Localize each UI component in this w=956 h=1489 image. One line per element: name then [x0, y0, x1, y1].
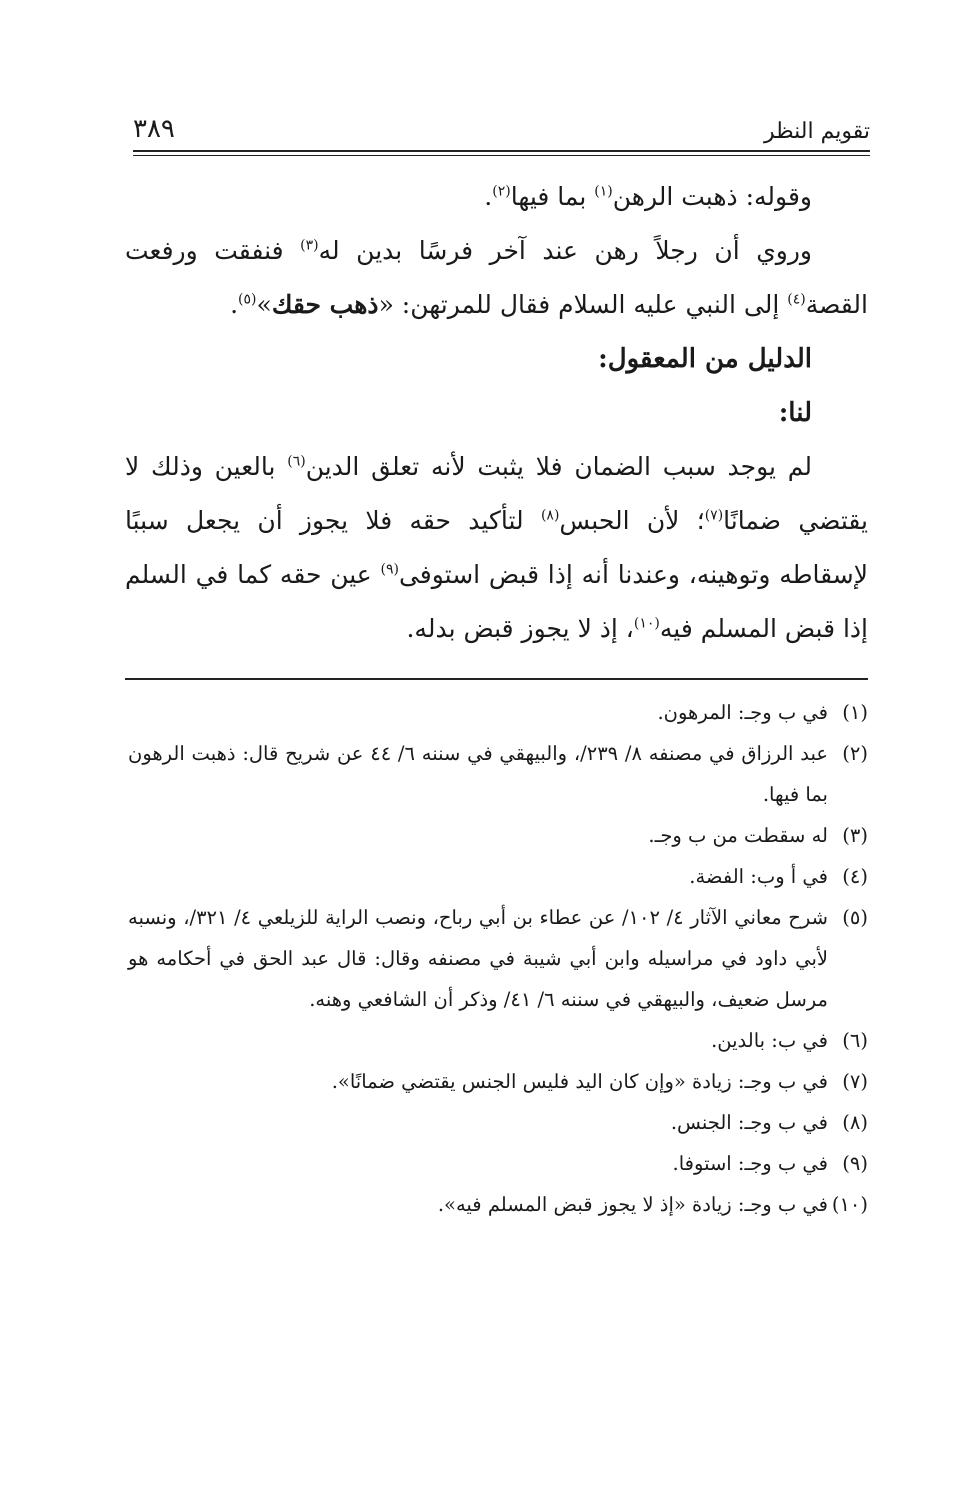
footnote-number: (١٠) — [831, 1193, 868, 1216]
footnote-ref: (٥) — [238, 291, 257, 308]
footnote-ref: (١٠) — [633, 615, 660, 632]
footnote-text: في ب وجـ: زيادة «إذ لا يجوز قبض المسلم فيه». — [437, 1193, 828, 1216]
hadith-quote: ذهب حقك — [271, 290, 379, 319]
page-header — [133, 100, 870, 144]
footnote-text: في ب: بالدين. — [711, 1029, 828, 1052]
footnote-text: له سقطت من ب وجـ. — [648, 824, 828, 847]
footnote-number: (٨) — [842, 1111, 868, 1134]
footnote-ref: (٢) — [492, 183, 511, 200]
footnote-text: في ب وجـ: زيادة «وإن كان اليد فليس الجنس يقتضي ضمانًا». — [331, 1070, 828, 1093]
footnote-text: شرح معاني الآثار ٤/ ١٠٢/ عن عطاء بن أبي رباح، ونصب الراية للزيلعي ٤/ ٣٢١/، ونسبه لأبي داود في مراسيله وابن أبي شيبة في مصنفه وقال: قال عبد الحق في أحكامه هو مرسل ضعيف، والبيهقي في سننه ٦/ ٤١/ وذكر أن الشافعي وهنه. — [128, 906, 828, 1011]
footnote-text: في أ وب: الفضة. — [689, 865, 828, 888]
footnote — [128, 856, 868, 897]
footnote-ref: (٧) — [704, 507, 724, 524]
footnote-ref: (٩) — [380, 561, 399, 578]
footnote — [128, 897, 868, 1020]
paragraph-3: لم يوجد سبب الضمان فلا يثبت لأنه تعلق الدين$^{(٦)}$ بالعين وذلك لا يقتضي ضمانًا$^{(٧)}$؛ لأن الحبس$^{(٨)}$ لتأكيد حقه فلا يجوز أن يجعل سببًا لإسقاطه وتوهينه، وعندنا أنه إذا قبض استوفى$^{(٩)}$ عين حقه كما في السلم إذا قبض المسلم فيه$^{(١٠)}$، إذ لا يجوز قبض بدله. — [125, 452, 868, 643]
footnote-number: (٦) — [842, 1029, 868, 1052]
footnote-ref: (١) — [594, 183, 613, 200]
page-number: ٣٨٩ — [133, 114, 175, 144]
paragraph-2: وروي أن رجلاً رهن عند آخر فرسًا بدين له$^{(٣)}$ فنفقت ورفعت القصة$^{(٤)}$ إلى النبي عليه السلام فقال للمرتهن: «ذهب حقك»$^{(٥)}$. — [125, 236, 868, 319]
footnote-text: في ب وجـ: استوفا. — [672, 1152, 828, 1175]
footnote — [128, 1102, 868, 1143]
footnote-text: عبد الرزاق في مصنفه ٨/ ٢٣٩/، والبيهقي في سننه ٦/ ٤٤ عن شريح قال: ذهبت الرهون بما فيها. — [128, 742, 828, 806]
footnote — [128, 733, 868, 815]
footnote-number: (٩) — [842, 1152, 868, 1175]
footnote — [128, 1143, 868, 1184]
footnote — [128, 815, 868, 856]
footnote-ref: (٦) — [287, 453, 306, 470]
footnote-number: (٥) — [842, 906, 868, 929]
footnote-text: في ب وجـ: الجنس. — [670, 1111, 828, 1134]
footnote-number: (٣) — [842, 824, 868, 847]
section-heading: الدليل من المعقول: — [598, 344, 812, 374]
footnote-number: (٧) — [842, 1070, 868, 1093]
subsection-heading: لنا: — [778, 398, 812, 428]
footnote-ref: (٣) — [300, 237, 319, 254]
footnote-ref: (٨) — [540, 507, 560, 524]
header-rule — [133, 150, 870, 156]
footnote-number: (٢) — [842, 742, 868, 765]
footnote — [128, 692, 868, 733]
paragraph-1: وقوله: ذهبت الرهن$^{(١)}$ بما فيها$^{(٢)}$. — [484, 182, 812, 211]
footnote-number: (١) — [842, 701, 868, 724]
footnote-ref: (٤) — [787, 291, 806, 308]
footnote-separator — [125, 678, 868, 680]
main-text — [125, 170, 868, 656]
footnote-text: في ب وجـ: المرهون. — [657, 701, 828, 724]
footnote-number: (٤) — [842, 865, 868, 888]
footnotes-list — [128, 692, 868, 1225]
footnote — [128, 1020, 868, 1061]
running-title: تقويم النظر — [763, 119, 870, 144]
footnote — [128, 1184, 868, 1225]
footnote — [128, 1061, 868, 1102]
